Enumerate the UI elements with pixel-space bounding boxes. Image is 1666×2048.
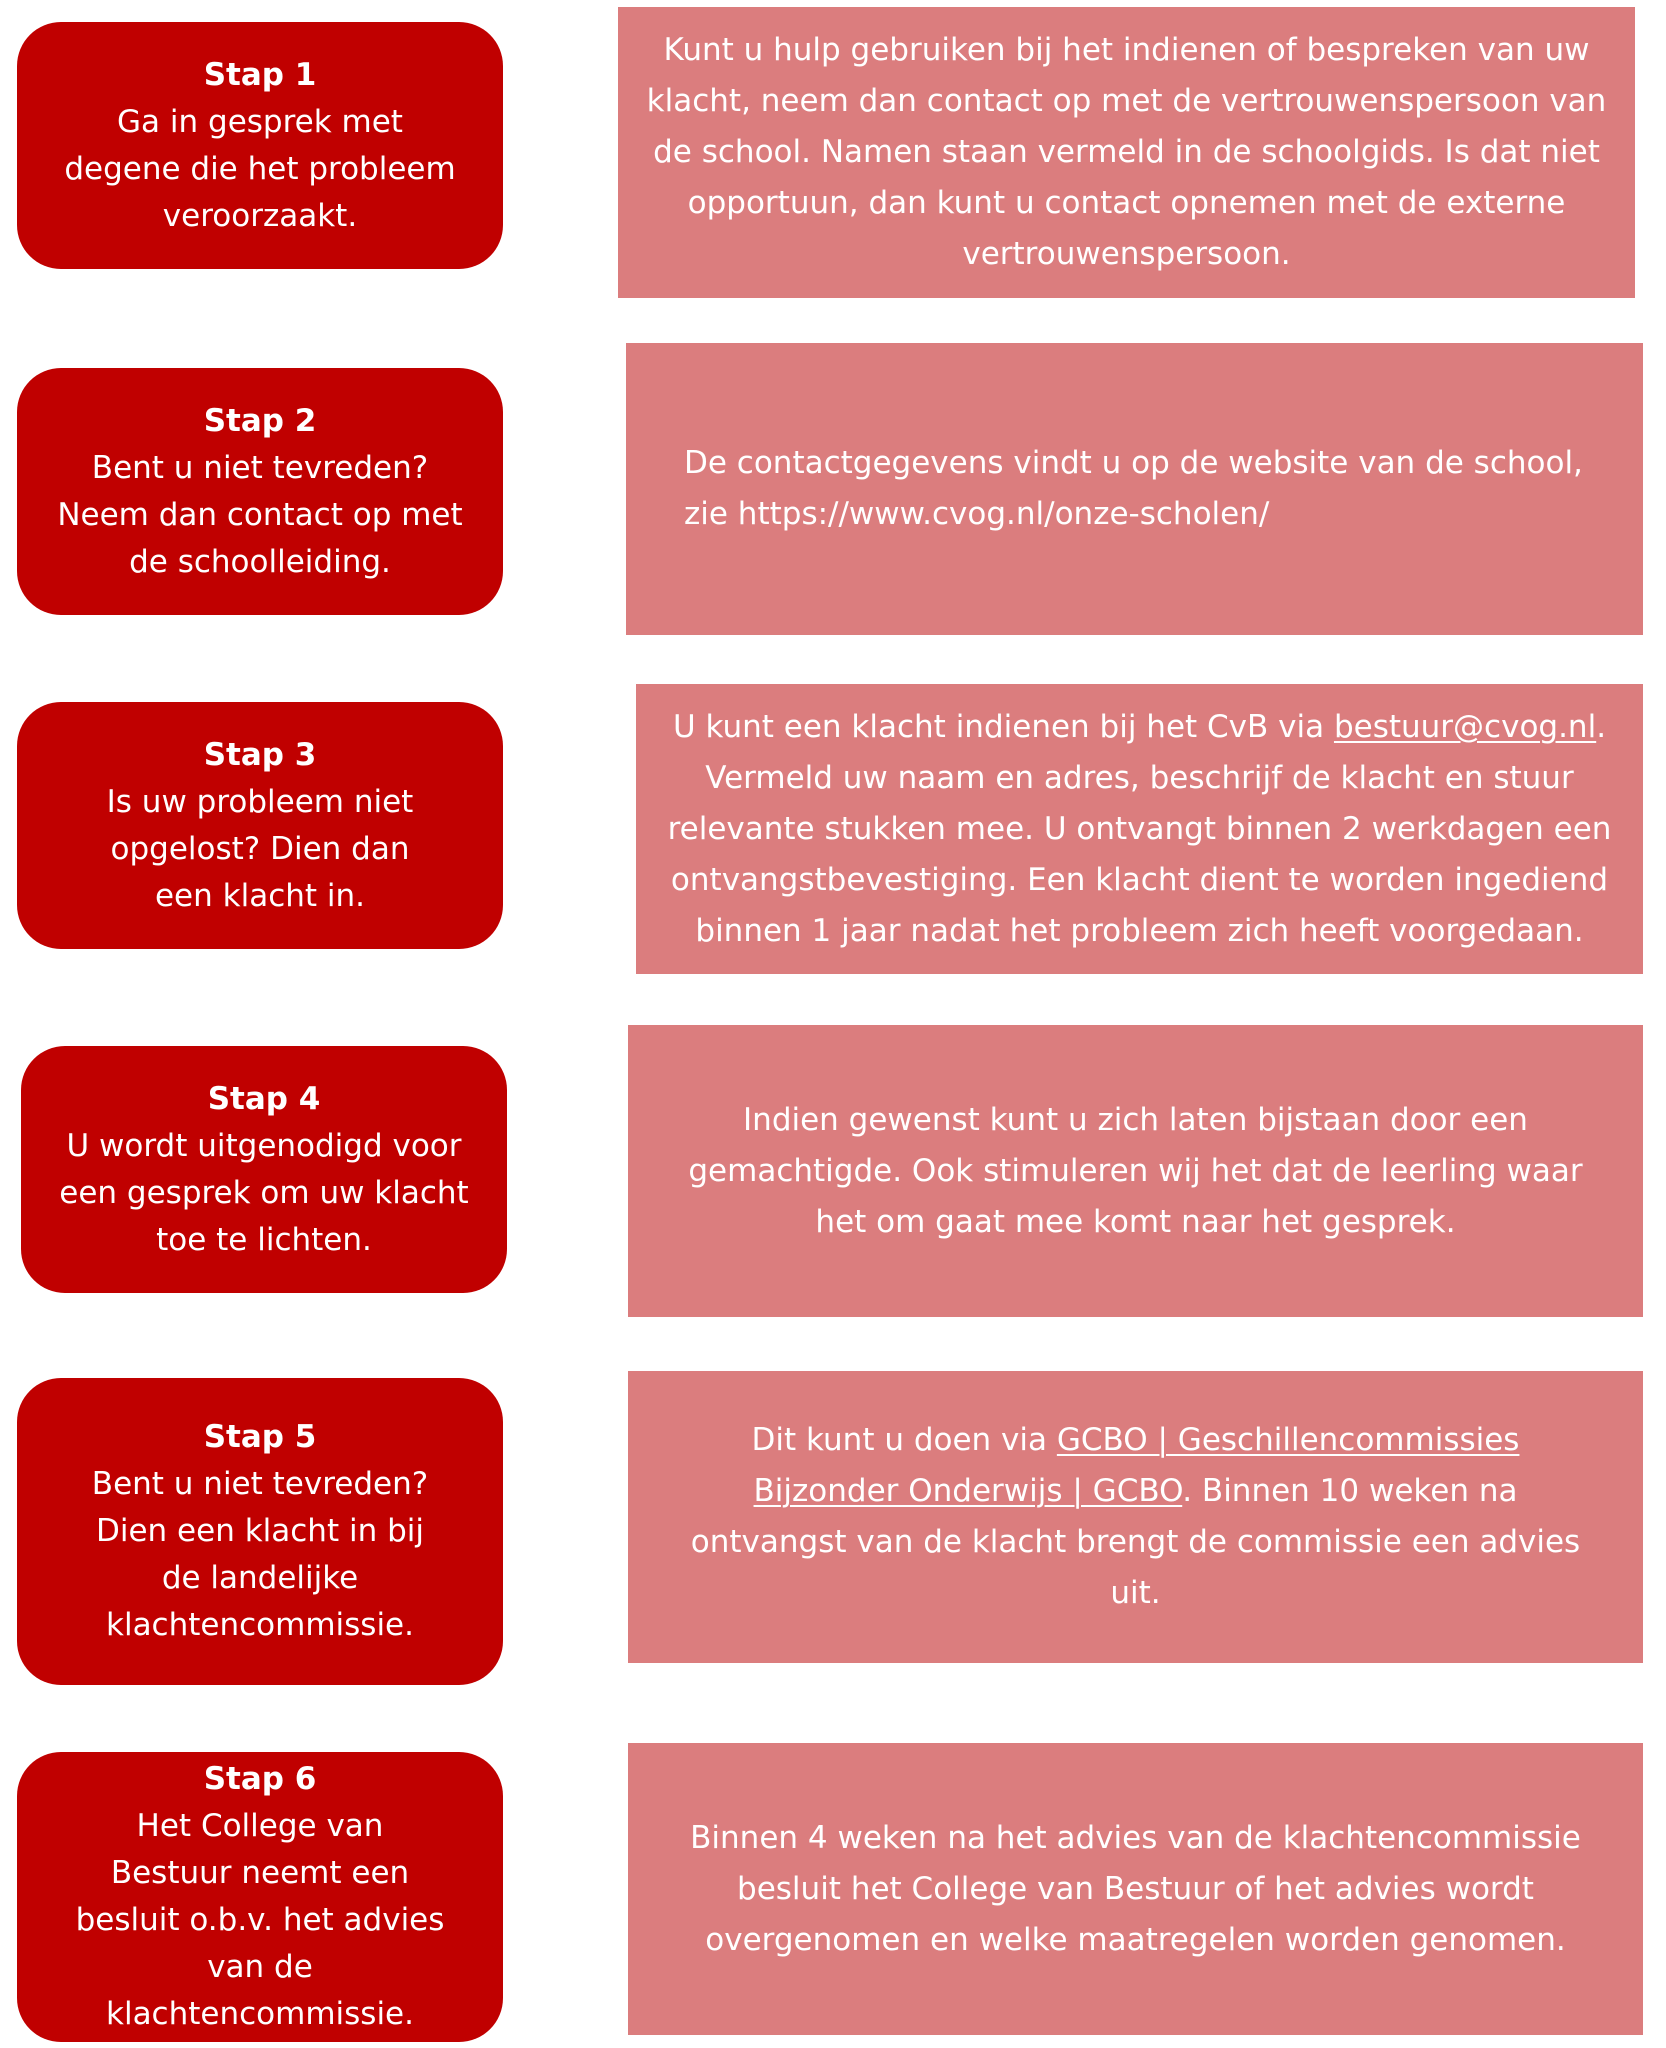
step-box-6 [17,1752,503,2042]
info-text-after: . Vermeld uw naam en adres, beschrijf de klacht en stuur relevante stukken mee. U ontvangt binnen 2 werkdagen een ontvangstbevestiging. Een klacht dient te worden ingediend binnen 1 jaar nadat het probleem zich heeft voorgedaan. [667,708,1612,949]
step-description: Is uw probleem niet opgelost? Dien dan een klacht in. [106,783,414,914]
step-title: Stap 3 [203,736,317,773]
step-title: Stap 1 [203,56,317,93]
info-text: Indien gewenst kunt u zich laten bijstaan door een gemachtigde. Ook stimuleren wij het dat de leerling waar het om gaat mee komt naar het gesprek. [688,1101,1583,1240]
email-link[interactable]: bestuur@cvog.nl [1333,708,1597,745]
step-box-5 [17,1378,503,1685]
step-title: Stap 4 [207,1080,321,1117]
info-text: Kunt u hulp gebruiken bij het indienen of bespreken van uw klacht, neem dan contact op met de vertrouwenspersoon van de school. Namen staan vermeld in de schoolgids. Is dat niet opportuun, dan kunt u contact opnemen met de externe vertrouwenspersoon. [646,32,1607,272]
step-description: Het College van Bestuur neemt een besluit o.b.v. het advies van de klachtencommissie. [75,1808,445,2032]
step-description: Ga in gesprek met degene die het probleem veroorzaakt. [64,103,456,234]
step-box-4 [21,1046,507,1293]
info-box-6 [628,1743,1643,2035]
info-box-1 [618,7,1635,298]
step-title: Stap 6 [203,1761,317,1797]
step-title: Stap 5 [203,1419,317,1455]
step-box-1 [17,22,503,269]
info-text: Binnen 4 weken na het advies van de klachtencommissie besluit het College van Bestuur of het advies wordt overgenomen en welke maatregelen worden genomen. [690,1819,1581,1958]
info-box-3 [636,684,1643,974]
info-box-5 [628,1371,1643,1663]
step-description: Bent u niet tevreden? Neem dan contact op met de schoolleiding. [57,449,463,580]
info-text [658,702,1621,957]
info-text-before: Dit kunt u doen via [751,1422,1057,1458]
step-description: Bent u niet tevreden? Dien een klacht in bij de landelijke klachtencommissie. [91,1466,429,1643]
info-text-before: U kunt een klacht indienen bij het CvB via [672,708,1334,745]
gcbo-link[interactable]: GCBO | Geschillencommissies Bijzonder Onderwijs | GCBO [753,1422,1520,1509]
info-box-4 [628,1025,1643,1317]
step-box-3 [17,702,503,949]
step-box-2 [17,368,503,615]
info-text [650,1415,1621,1619]
info-text: De contactgegevens vindt u op de website van de school, zie https://www.cvog.nl/onze-scholen/ [684,445,1583,532]
step-title: Stap 2 [203,402,317,439]
info-box-2 [626,343,1643,635]
step-description: U wordt uitgenodigd voor een gesprek om uw klacht toe te lichten. [59,1127,469,1258]
info-text-after: . Binnen 10 weken na ontvangst van de klacht brengt de commissie een advies uit. [690,1473,1581,1611]
